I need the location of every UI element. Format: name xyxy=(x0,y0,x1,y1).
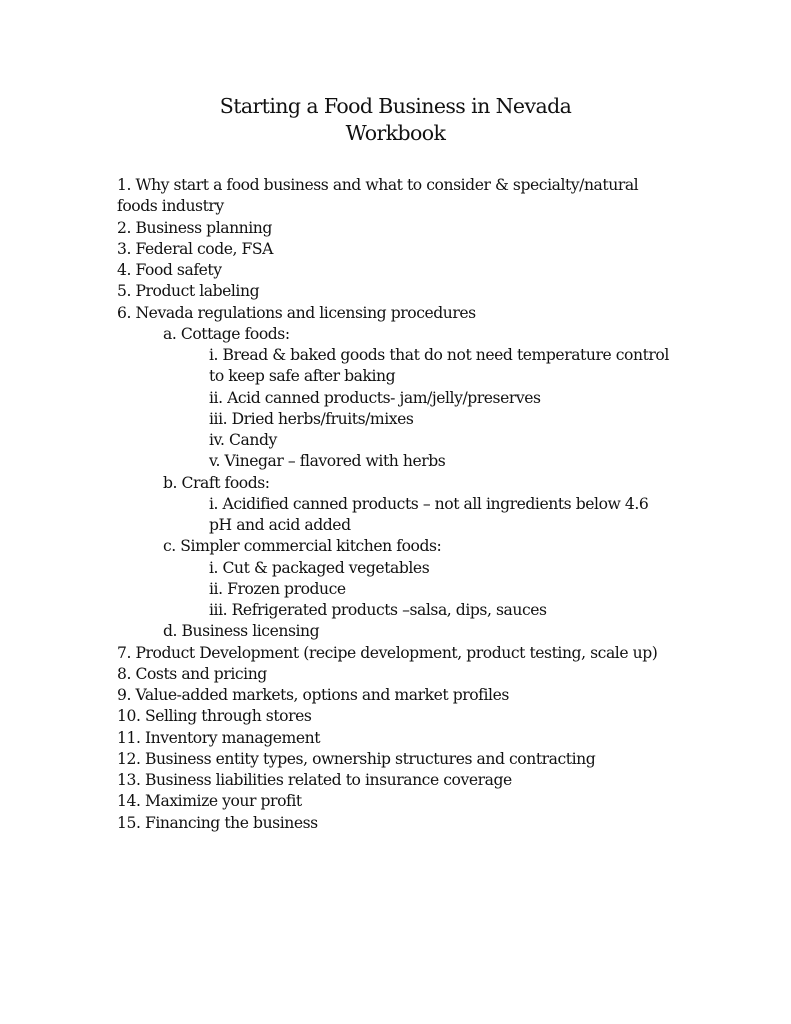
outline-subitem-6d: d. Business licensing xyxy=(163,622,320,641)
outline-subsubitem-6a-v: v. Vinegar – flavored with herbs xyxy=(209,452,446,471)
outline-subsubitem-6a-ii: ii. Acid canned products- jam/jelly/preserves xyxy=(209,388,541,407)
outline-subsubitem-6c-i: i. Cut & packaged vegetables xyxy=(209,558,430,577)
outline-item-1: 1. Why start a food business and what to consider & specialty/natural foods industry xyxy=(117,176,639,216)
outline-item-3: 3. Federal code, FSA xyxy=(117,239,273,258)
workbook-outline xyxy=(117,175,697,834)
outline-subitem-6b: b. Craft foods: xyxy=(163,473,270,492)
outline-subsubitem-6b-i: i. Acidified canned products – not all ingredients below 4.6 pH and acid added xyxy=(209,494,649,534)
outline-item-11: 11. Inventory management xyxy=(117,728,321,747)
outline-subitem-6a: a. Cottage foods: xyxy=(163,324,290,343)
outline-item-14: 14. Maximize your profit xyxy=(117,792,302,811)
outline-subsubitem-6c-iii: iii. Refrigerated products –salsa, dips, sauces xyxy=(209,601,547,619)
outline-subsubitem-6a-iii: iii. Dried herbs/fruits/mixes xyxy=(209,409,414,428)
outline-item-6: 6. Nevada regulations and licensing procedures xyxy=(117,303,476,322)
outline-item-2: 2. Business planning xyxy=(117,218,272,237)
title-line-1: Starting a Food Business in Nevada xyxy=(219,94,572,118)
outline-item-4: 4. Food safety xyxy=(117,261,222,279)
outline-subsubitem-6c-ii: ii. Frozen produce xyxy=(209,579,346,598)
outline-item-9: 9. Value-added markets, options and market profiles xyxy=(117,686,509,704)
outline-item-8: 8. Costs and pricing xyxy=(117,664,267,683)
outline-item-5: 5. Product labeling xyxy=(117,282,260,301)
outline-item-13: 13. Business liabilities related to insurance coverage xyxy=(117,771,512,789)
outline-subitem-6c: c. Simpler commercial kitchen foods: xyxy=(163,537,442,556)
outline-item-12: 12. Business entity types, ownership structures and contracting xyxy=(117,749,596,768)
outline-subsubitem-6a-iv: iv. Candy xyxy=(209,431,277,449)
outline-item-7: 7. Product Development (recipe development, product testing, scale up) xyxy=(117,643,658,662)
title-line-2: Workbook xyxy=(345,121,446,145)
document-title xyxy=(0,93,791,147)
outline-item-15: 15. Financing the business xyxy=(117,813,318,832)
outline-subsubitem-6a-i: i. Bread & baked goods that do not need temperature control to keep safe after baking xyxy=(209,346,669,386)
outline-item-10: 10. Selling through stores xyxy=(117,707,312,726)
